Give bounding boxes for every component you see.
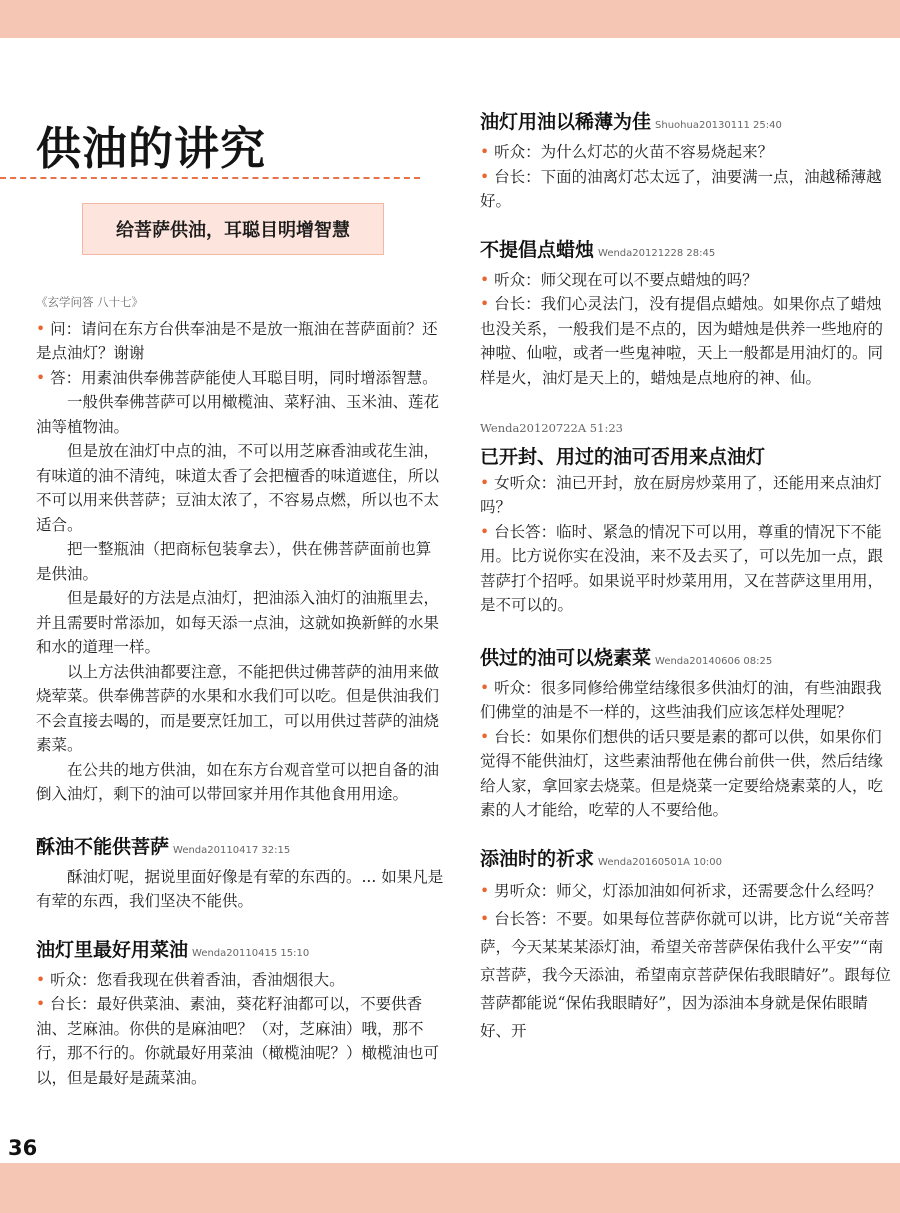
bullet-icon: •: [480, 522, 490, 541]
section-timestamp: Wenda20140606 08:25: [655, 655, 773, 667]
answer-text: 台长答：临时、紧急的情况下可以用，尊重的情况下不能用。比方说你实在没油，来不及去买了，可以先加一点，跟菩萨打个招呼。如果说平时炒菜用用，又在菩萨这里用用，是不可以的。: [480, 522, 884, 614]
section-heading-text: 不提倡点蜡烛: [480, 238, 595, 261]
body-paragraph: 酥油灯呢，据说里面好像是有荤的东西的。... 如果凡是有荤的东西，我们坚决不能供。: [36, 867, 444, 910]
question-paragraph: [36, 968, 446, 993]
section-heading: [480, 236, 892, 268]
question-paragraph: [480, 877, 892, 905]
top-decorative-band: [0, 0, 900, 38]
answer-text: 台长：我们心灵法门，没有提倡点蜡烛。如果你点了蜡烛也没关系，一般我们是不点的，因为蜡烛是供养一些地府的神啦、仙啦，或者一些鬼神啦，天上一般都是用油灯的。同样是火，油灯是天上的，蜡烛是点地府的神、仙。: [480, 295, 884, 387]
question-text: 女听众：油已开封，放在厨房炒菜用了，还能用来点油灯吗？: [480, 473, 882, 516]
section-timestamp: Wenda20110415 15:10: [192, 947, 310, 959]
body-paragraph: 但是最好的方法是点油灯，把油添入油灯的油瓶里去，并且需要时常添加，如每天添一点油，这就如换新鲜的水果和水的道理一样。: [36, 589, 440, 656]
section-heading-text: 供过的油可以烧素菜: [480, 646, 652, 669]
section-timestamp: Wenda20121228 28:45: [598, 247, 716, 259]
left-column: [36, 290, 446, 1090]
body-paragraph: 一般供奉佛菩萨可以用橄榄油、菜籽油、玉米油、莲花油等植物油。: [36, 393, 440, 436]
body-paragraph: 在公共的地方供油，如在东方台观音堂可以把自备的油倒入油灯，剩下的油可以带回家并用作其他食用用途。: [36, 760, 440, 803]
section-timestamp: Shuohua20130111 25:40: [655, 120, 782, 131]
answer-text: 台长：下面的油离灯芯太远了，油要满一点，油越稀薄越好。: [480, 167, 882, 210]
answer-paragraph: [36, 366, 446, 391]
page-number: 36: [8, 1136, 38, 1160]
question-text: 听众：师父现在可以不要点蜡烛的吗？: [489, 270, 758, 289]
bullet-icon: •: [480, 678, 490, 697]
bullet-icon: •: [36, 368, 46, 387]
bullet-icon: •: [480, 473, 490, 492]
source-reference: 《玄学问答 八十七》: [36, 295, 144, 309]
body-paragraph: 把一整瓶油（把商标包装拿去），供在佛菩萨面前也算是供油。: [36, 540, 432, 583]
question-paragraph: [480, 471, 892, 520]
answer-paragraph: [480, 292, 892, 390]
bullet-icon: •: [480, 909, 490, 928]
section-heading-text: 添油时的祈求: [480, 847, 595, 870]
answer-paragraph: [36, 992, 446, 1090]
body-paragraph: 以上方法供油都要注意，不能把供过佛菩萨的油用来做烧荤菜。供奉佛菩萨的水果和水我们可以吃。但是供油我们不会直接去喝的，而是要烹饪加工，可以用供过菩萨的油烧素菜。: [36, 662, 440, 754]
bullet-icon: •: [480, 143, 490, 161]
section-heading: [480, 644, 892, 676]
question-paragraph: [480, 140, 892, 165]
bullet-icon: •: [480, 167, 490, 186]
bullet-icon: •: [36, 995, 46, 1013]
section-heading: [36, 833, 446, 865]
section-heading: [480, 845, 892, 877]
bullet-icon: •: [480, 727, 490, 746]
bullet-icon: •: [480, 295, 490, 313]
answer-paragraph: [480, 165, 892, 214]
right-column: [480, 108, 892, 1045]
answer-text: 台长：最好供菜油、素油，葵花籽油都可以，不要供香油、芝麻油。你供的是麻油吧？（对，芝麻油）哦，那不行，那不行的。你就最好用菜油（橄榄油呢？）橄榄油也可以，但是最好是蔬菜油。: [36, 995, 440, 1087]
bullet-icon: •: [480, 881, 490, 900]
section-timestamp: Wenda20110417 32:15: [173, 844, 291, 856]
title-divider: [0, 177, 420, 179]
section-heading-text: 油灯用油以稀薄为佳: [480, 111, 652, 133]
question-text: 听众：为什么灯芯的火苗不容易烧起来？: [489, 143, 774, 161]
bullet-icon: •: [480, 270, 490, 289]
section-heading: [36, 936, 446, 968]
question-text: 问：请问在东方台供奉油是不是放一瓶油在菩萨面前？还是点油灯？谢谢: [36, 319, 438, 362]
answer-text: 答：用素油供奉佛菩萨能使人耳聪目明，同时增添智慧。: [45, 368, 438, 387]
section-heading: [480, 443, 892, 471]
section-timestamp: Wenda20160501A 10:00: [598, 856, 723, 868]
section-heading: [480, 108, 892, 140]
question-paragraph: [480, 268, 892, 293]
section-heading-text: 油灯里最好用菜油: [36, 938, 189, 961]
answer-text: 台长：如果你们想供的话只要是素的都可以供，如果你们觉得不能供油灯，这些素油帮他在佛台前供一供，然后结缘给人家，拿回家去烧菜。但是烧菜一定要给烧素菜的人，吃素的人才能给，吃荤的人不要给他。: [480, 727, 884, 819]
answer-paragraph: [480, 520, 892, 618]
answer-text: 台长答：不要。如果每位菩萨你就可以讲，比方说“关帝菩萨，今天某某某添灯油，希望关帝菩萨保佑我什么平安”“南京菩萨，我今天添油，希望南京菩萨保佑我眼睛好”。跟每位菩萨都能说“保佑我眼睛好”，因为添油本身就是保佑眼睛好、开: [480, 909, 891, 1040]
bullet-icon: •: [36, 970, 46, 989]
question-text: 听众：您看我现在供着香油，香油烟很大。: [45, 970, 345, 989]
question-paragraph: [480, 676, 892, 725]
bullet-icon: •: [36, 319, 46, 338]
question-paragraph: [36, 317, 446, 366]
question-text: 男听众：师父，灯添加油如何祈求，还需要念什么经吗？: [489, 881, 882, 900]
answer-paragraph: [480, 905, 892, 1045]
body-paragraph: 但是放在油灯中点的油，不可以用芝麻香油或花生油，有味道的油不清纯，味道太香了会把檀香的味道遮住，所以不可以用来供菩萨；豆油太浓了，不容易点燃，所以也不太适合。: [36, 442, 440, 534]
subtitle-box: 给菩萨供油，耳聪目明增智慧: [82, 203, 384, 255]
section-heading-text: 酥油不能供菩萨: [36, 835, 170, 858]
source-reference: Wenda20120722A 51:23: [480, 421, 623, 435]
answer-paragraph: [480, 725, 892, 823]
page-title: 供油的讲究: [36, 122, 267, 175]
bottom-decorative-band: [0, 1163, 900, 1213]
section-heading-text: 已开封、用过的油可否用来点油灯: [480, 445, 766, 468]
question-text: 听众：很多同修给佛堂结缘很多供油灯的油，有些油跟我们佛堂的油是不一样的，这些油我们应该怎样处理呢？: [480, 678, 882, 721]
